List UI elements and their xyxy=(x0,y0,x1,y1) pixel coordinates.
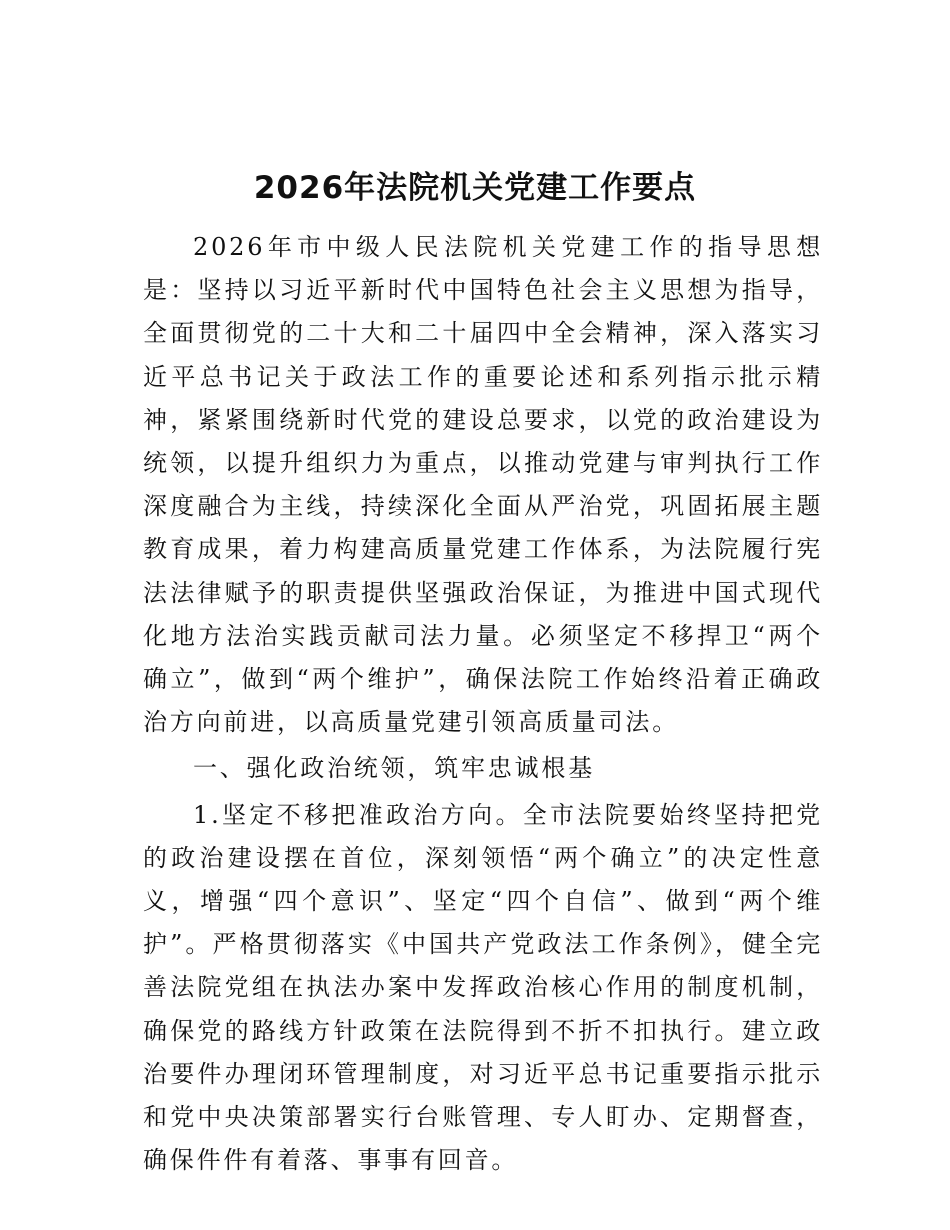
document-body xyxy=(143,226,823,1182)
intro-paragraph: 2026年市中级人民法院机关党建工作的指导思想是：坚持以习近平新时代中国特色社会主义思想为指导，全面贯彻党的二十大和二十届四中全会精神，深入落实习近平总书记关于政法工作的重要论述和系列指示批示精神，紧紧围绕新时代党的建设总要求，以党的政治建设为统领，以提升组织力为重点，以推动党建与审判执行工作深度融合为主线，持续深化全面从严治党，巩固拓展主题教育成果，着力构建高质量党建工作体系，为法院履行宪法法律赋予的职责提供坚强政治保证，为推进中国式现代化地方法治实践贡献司法力量。必须坚定不移捍卫“两个确立”，做到“两个维护”，确保法院工作始终沿着正确政治方向前进，以高质量党建引领高质量司法。 xyxy=(143,233,823,737)
section-heading: 一、强化政治统领，筑牢忠诚根基 xyxy=(193,754,595,783)
item-paragraph: 1.坚定不移把准政治方向。全市法院要始终坚持把党的政治建设摆在首位，深刻领悟“两个确立”的决定性意义，增强“四个意识”、坚定“四个自信”、做到“两个维护”。严格贯彻落实《中国共产党政法工作条例》，健全完善法院党组在执法办案中发挥政治核心作用的制度机制，确保党的路线方针政策在法院得到不折不扣执行。建立政治要件办理闭环管理制度，对习近平总书记重要指示批示和党中央决策部署实行台账管理、专人盯办、定期督查，确保件件有着落、事事有回音。 xyxy=(143,800,823,1175)
document-title: 2026年法院机关党建工作要点 xyxy=(253,170,697,206)
